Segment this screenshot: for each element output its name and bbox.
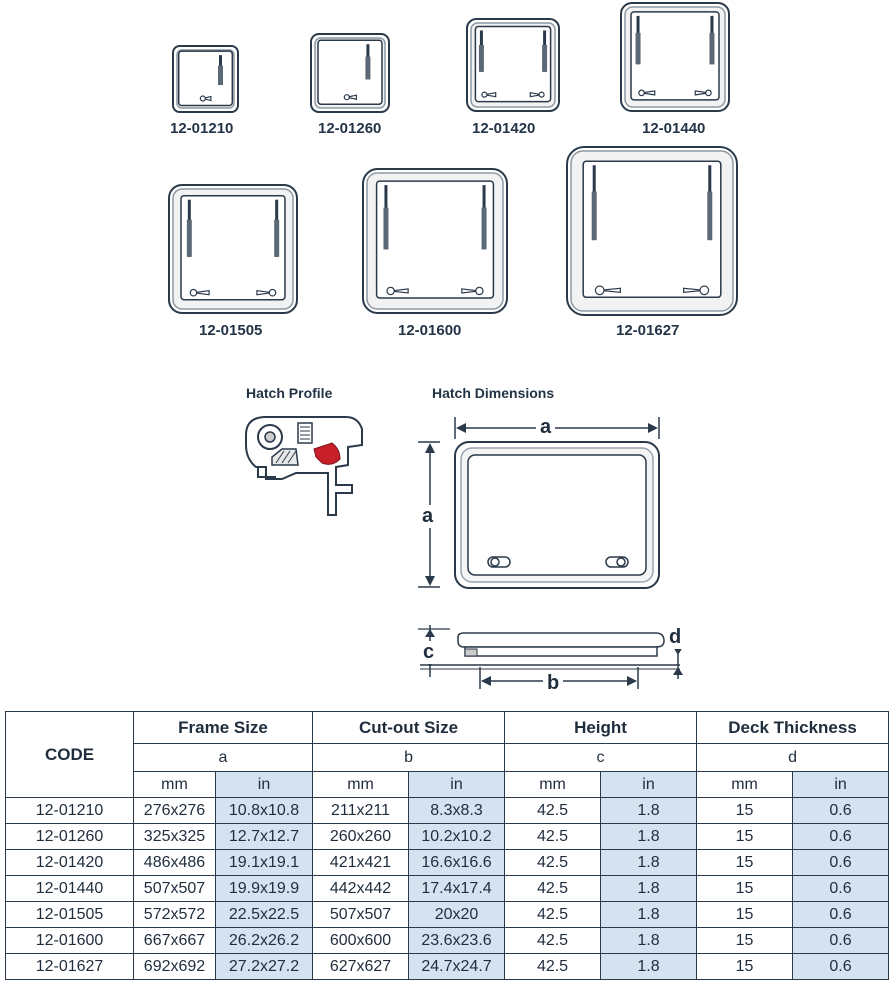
- table-cell: 0.6: [793, 824, 889, 850]
- hatch-thumbnail: [168, 184, 298, 314]
- table-cell: 325x325: [134, 824, 216, 850]
- hatch-drawing: [310, 33, 390, 113]
- table-cell: 211x211: [313, 798, 409, 824]
- unit-cell: in: [793, 772, 889, 798]
- table-cell: 1.8: [601, 902, 697, 928]
- cutout-size-symbol: b: [313, 744, 505, 772]
- hatch-profile-title: Hatch Profile: [246, 385, 333, 401]
- hatch-drawing: [362, 168, 508, 314]
- row-code: 12-01260: [6, 824, 134, 850]
- table-row: [6, 954, 889, 980]
- table-cell: 442x442: [313, 876, 409, 902]
- table-cell: 692x692: [134, 954, 216, 980]
- row-code: 12-01600: [6, 928, 134, 954]
- dimension-a-side-label: a: [418, 505, 437, 528]
- table-cell: 42.5: [505, 850, 601, 876]
- table-cell: 507x507: [134, 876, 216, 902]
- hatch-code-label: 12-01420: [472, 120, 536, 137]
- row-code: 12-01505: [6, 902, 134, 928]
- table-cell: 1.8: [601, 824, 697, 850]
- table-cell: 507x507: [313, 902, 409, 928]
- hatch-thumbnail: [310, 33, 390, 113]
- hatch-drawing: [168, 184, 298, 314]
- hatch-thumbnail: [172, 45, 239, 113]
- code-header: CODE: [6, 712, 134, 798]
- unit-row: [6, 772, 889, 798]
- table-cell: 1.8: [601, 798, 697, 824]
- table-cell: 26.2x26.2: [216, 928, 313, 954]
- unit-cell: in: [409, 772, 505, 798]
- dimension-d-label: d: [665, 626, 685, 649]
- hatch-thumbnail: [620, 2, 730, 112]
- hatch-code-label: 12-01600: [398, 322, 462, 339]
- unit-cell: mm: [505, 772, 601, 798]
- table-cell: 486x486: [134, 850, 216, 876]
- deck-thickness-header: Deck Thickness: [697, 712, 889, 744]
- hatch-drawing: [620, 2, 730, 112]
- table-row: [6, 928, 889, 954]
- dimension-c-label: c: [419, 641, 438, 664]
- table-cell: 260x260: [313, 824, 409, 850]
- hatch-thumbnail: [362, 168, 508, 314]
- unit-cell: in: [216, 772, 313, 798]
- hatch-profile-drawing: [236, 405, 376, 520]
- table-cell: 1.8: [601, 954, 697, 980]
- table-cell: 667x667: [134, 928, 216, 954]
- table-cell: 24.7x24.7: [409, 954, 505, 980]
- table-cell: 15: [697, 824, 793, 850]
- table-cell: 276x276: [134, 798, 216, 824]
- table-row: [6, 902, 889, 928]
- table-cell: 27.2x27.2: [216, 954, 313, 980]
- spec-table-body: [6, 798, 889, 980]
- table-cell: 15: [697, 798, 793, 824]
- table-cell: 42.5: [505, 902, 601, 928]
- table-cell: 16.6x16.6: [409, 850, 505, 876]
- table-cell: 23.6x23.6: [409, 928, 505, 954]
- hatch-code-label: 12-01440: [642, 120, 706, 137]
- table-cell: 20x20: [409, 902, 505, 928]
- table-cell: 421x421: [313, 850, 409, 876]
- table-cell: 42.5: [505, 798, 601, 824]
- table-row: [6, 824, 889, 850]
- row-code: 12-01210: [6, 798, 134, 824]
- height-symbol: c: [505, 744, 697, 772]
- table-cell: 0.6: [793, 798, 889, 824]
- row-code: 12-01440: [6, 876, 134, 902]
- table-cell: 1.8: [601, 928, 697, 954]
- table-cell: 0.6: [793, 928, 889, 954]
- table-cell: 0.6: [793, 954, 889, 980]
- hatch-code-label: 12-01505: [199, 322, 263, 339]
- table-cell: 42.5: [505, 876, 601, 902]
- table-cell: 15: [697, 876, 793, 902]
- table-cell: 15: [697, 902, 793, 928]
- table-cell: 22.5x22.5: [216, 902, 313, 928]
- dimension-a-top-label: a: [536, 416, 555, 439]
- table-cell: 600x600: [313, 928, 409, 954]
- cutout-size-header: Cut-out Size: [313, 712, 505, 744]
- deck-thickness-symbol: d: [697, 744, 889, 772]
- hatch-drawing: [172, 45, 239, 113]
- unit-cell: in: [601, 772, 697, 798]
- table-row: [6, 850, 889, 876]
- table-cell: 15: [697, 928, 793, 954]
- table-cell: 19.1x19.1: [216, 850, 313, 876]
- hatch-drawing: [466, 18, 560, 112]
- hatch-code-label: 12-01260: [318, 120, 382, 137]
- hatch-thumbnail: [566, 146, 738, 316]
- frame-size-header: Frame Size: [134, 712, 313, 744]
- hatch-dimensions-drawing: [410, 405, 700, 695]
- row-code: 12-01627: [6, 954, 134, 980]
- unit-cell: mm: [313, 772, 409, 798]
- table-cell: 15: [697, 954, 793, 980]
- spec-table: [5, 711, 889, 980]
- height-header: Height: [505, 712, 697, 744]
- table-cell: 17.4x17.4: [409, 876, 505, 902]
- table-cell: 15: [697, 850, 793, 876]
- table-row: [6, 876, 889, 902]
- dimension-b-label: b: [543, 672, 563, 695]
- table-cell: 19.9x19.9: [216, 876, 313, 902]
- table-cell: 8.3x8.3: [409, 798, 505, 824]
- table-cell: 0.6: [793, 850, 889, 876]
- table-cell: 12.7x12.7: [216, 824, 313, 850]
- hatch-code-label: 12-01627: [616, 322, 680, 339]
- table-cell: 42.5: [505, 928, 601, 954]
- unit-cell: mm: [134, 772, 216, 798]
- row-code: 12-01420: [6, 850, 134, 876]
- table-cell: 42.5: [505, 954, 601, 980]
- hatch-thumbnail: [466, 18, 560, 112]
- table-cell: 10.2x10.2: [409, 824, 505, 850]
- table-cell: 1.8: [601, 850, 697, 876]
- hatch-drawing: [566, 146, 738, 316]
- hatch-code-label: 12-01210: [170, 120, 234, 137]
- table-cell: 0.6: [793, 902, 889, 928]
- frame-size-symbol: a: [134, 744, 313, 772]
- table-row: [6, 798, 889, 824]
- table-cell: 1.8: [601, 876, 697, 902]
- table-cell: 627x627: [313, 954, 409, 980]
- table-cell: 10.8x10.8: [216, 798, 313, 824]
- hatch-dimensions-title: Hatch Dimensions: [432, 385, 555, 401]
- table-cell: 572x572: [134, 902, 216, 928]
- table-cell: 0.6: [793, 876, 889, 902]
- unit-cell: mm: [697, 772, 793, 798]
- table-cell: 42.5: [505, 824, 601, 850]
